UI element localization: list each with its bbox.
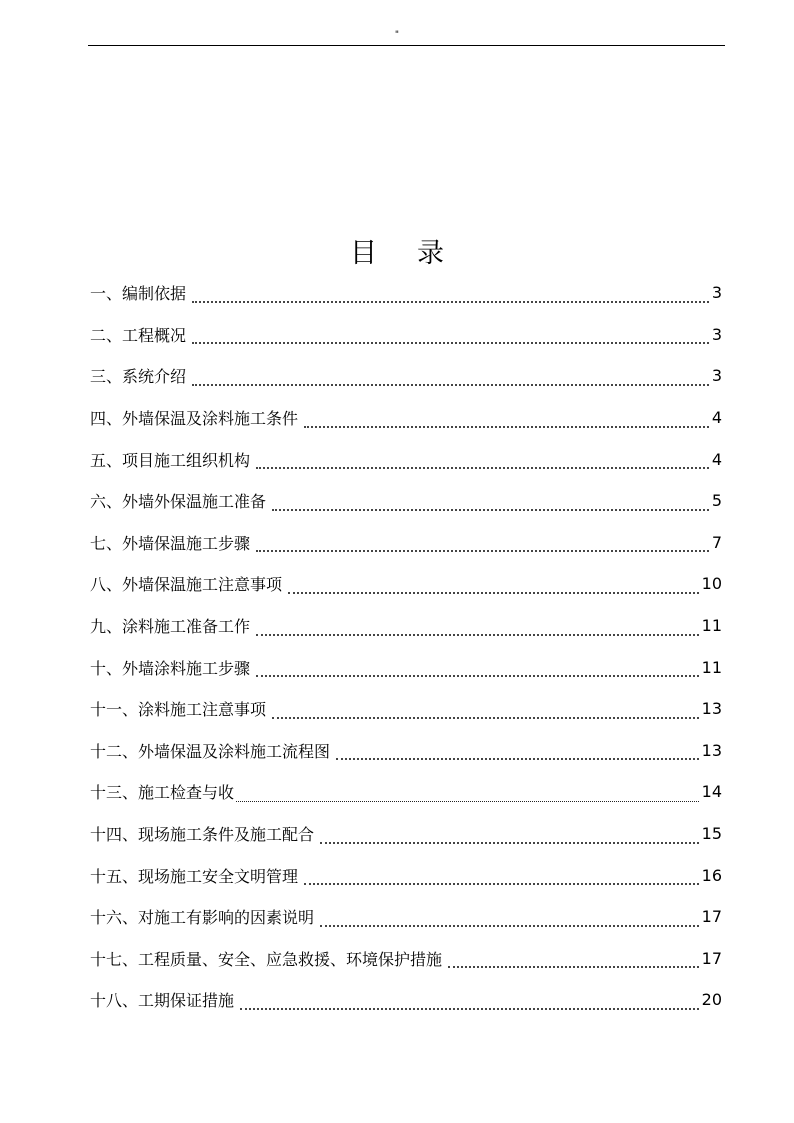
toc-entry-label: 十五、现场施工安全文明管理 (90, 866, 299, 886)
dot-leader (320, 913, 699, 927)
dot-leader (272, 705, 699, 719)
toc-entry-label: 三、系统介绍 (90, 367, 187, 387)
toc-entry-label: 一、编制依据 (90, 284, 187, 304)
toc-entry-page: 20 (701, 990, 722, 1010)
toc-entry-label: 二、工程概况 (90, 325, 187, 345)
dot-leader (256, 663, 699, 677)
dot-leader (236, 788, 699, 802)
dot-leader (448, 954, 699, 968)
dot-leader (304, 414, 709, 428)
toc-entry[interactable] (90, 688, 722, 730)
toc-entry-page: 11 (701, 616, 722, 636)
toc-entry-label: 十八、工期保证措施 (90, 991, 235, 1011)
toc-entry[interactable] (90, 272, 722, 314)
toc-entry-label: 十六、对施工有影响的因素说明 (90, 908, 315, 928)
toc-entry-page: 17 (701, 907, 722, 927)
toc-entry[interactable] (90, 563, 722, 605)
toc-entry[interactable] (90, 480, 722, 522)
toc-entry-label: 十、外墙涂料施工步骤 (90, 658, 251, 678)
dot-leader (192, 289, 709, 303)
toc-entry-page: 16 (701, 865, 722, 885)
header-mark: " (394, 30, 400, 40)
toc-entry[interactable] (90, 355, 722, 397)
dot-leader (320, 830, 699, 844)
dot-leader (256, 455, 709, 469)
toc-entry-label: 九、涂料施工准备工作 (90, 617, 251, 637)
toc-entry[interactable] (90, 522, 722, 564)
toc-entry-page: 3 (711, 283, 722, 303)
toc-entry-page: 4 (711, 449, 722, 469)
toc-entry-page: 13 (701, 699, 722, 719)
toc-entry-label: 四、外墙保温及涂料施工条件 (90, 409, 299, 429)
toc-entry-label: 六、外墙外保温施工准备 (90, 492, 267, 512)
dot-leader (272, 497, 709, 511)
toc-entry[interactable] (90, 730, 722, 772)
dot-leader (192, 372, 709, 386)
toc-entry[interactable] (90, 314, 722, 356)
toc-entry-page: 10 (701, 574, 722, 594)
toc-entry-page: 14 (701, 782, 722, 802)
dot-leader (304, 871, 699, 885)
toc-entry[interactable] (90, 896, 722, 938)
page-title: 目录 (350, 238, 484, 269)
toc-entry-label: 十二、外墙保温及涂料施工流程图 (90, 741, 331, 761)
toc-entry-label: 五、项目施工组织机构 (90, 450, 251, 470)
toc-entry[interactable] (90, 438, 722, 480)
toc-entry-label: 十一、涂料施工注意事项 (90, 700, 267, 720)
toc-entry-page: 11 (701, 657, 722, 677)
toc-entry-label: 八、外墙保温施工注意事项 (90, 575, 283, 595)
toc-entry-label: 十四、现场施工条件及施工配合 (90, 825, 315, 845)
toc-entry-page: 17 (701, 948, 722, 968)
toc-entry-page: 3 (711, 366, 722, 386)
dot-leader (192, 330, 709, 344)
toc-entry-label: 七、外墙保温施工步骤 (90, 533, 251, 553)
toc-entry[interactable] (90, 646, 722, 688)
dot-leader (240, 996, 699, 1010)
toc-entry[interactable] (90, 771, 722, 813)
dot-leader (288, 580, 699, 594)
toc-entry-page: 3 (711, 324, 722, 344)
toc-entry[interactable] (90, 938, 722, 980)
toc-entry[interactable] (90, 397, 722, 439)
toc-entry-page: 13 (701, 740, 722, 760)
dot-leader (256, 622, 699, 636)
dot-leader (256, 538, 709, 552)
table-of-contents (90, 272, 722, 1021)
toc-entry[interactable] (90, 854, 722, 896)
toc-entry[interactable] (90, 979, 722, 1021)
dot-leader (336, 746, 699, 760)
toc-entry-page: 4 (711, 408, 722, 428)
toc-entry-label: 十七、工程质量、安全、应急救援、环境保护措施 (90, 949, 443, 969)
toc-entry-page: 5 (711, 491, 722, 511)
toc-entry-page: 7 (711, 532, 722, 552)
header-rule (88, 45, 725, 46)
toc-entry[interactable] (90, 813, 722, 855)
toc-entry-label: 十三、施工检查与收 (90, 783, 235, 803)
toc-entry-page: 15 (701, 824, 722, 844)
toc-entry[interactable] (90, 605, 722, 647)
